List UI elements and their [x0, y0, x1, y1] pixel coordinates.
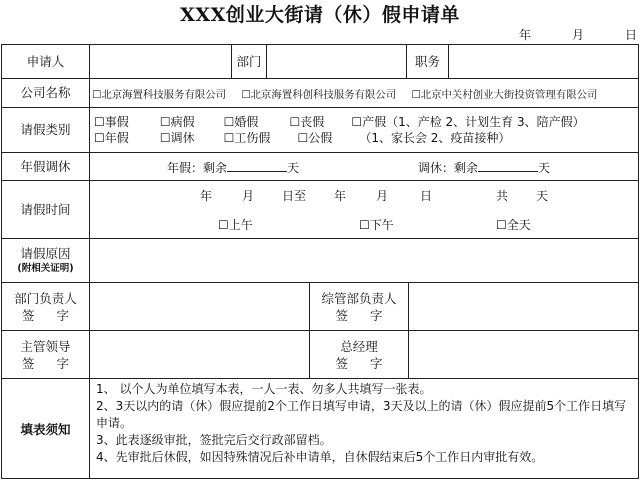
applicant-field[interactable]	[90, 45, 232, 79]
gm-title: 总经理	[340, 338, 378, 354]
annual-remaining	[167, 159, 299, 176]
comp-remaining-unit: 天	[538, 161, 551, 175]
dept-head-row	[2, 283, 639, 331]
gm-signature[interactable]	[409, 331, 639, 379]
dept-head-sign-char: 签	[21, 307, 35, 323]
note-item-3: 3、此表逐级审批，签批完后交行政部留档。	[96, 433, 332, 447]
date-month-label: 月	[572, 28, 585, 42]
admin-head-title: 综管部负责人	[321, 290, 397, 306]
note-item-2: 2、3天以内的请（休）假应提前2个工作日填写申请，3天及以上的请（休）假应提前5个工作日填写申请。	[96, 399, 627, 430]
leave-option-annual[interactable]: ☐年假	[94, 131, 129, 145]
leave-time-row	[2, 181, 639, 239]
leave-option-maternity[interactable]: ☐产假（1、产检 2、计划生育 3、陪产假）	[351, 115, 585, 129]
leave-time-label: 请假时间	[2, 181, 90, 239]
dept-head-signature[interactable]	[90, 283, 310, 331]
annual-remaining-unit: 天	[287, 161, 300, 175]
leave-reason-row	[2, 239, 639, 283]
leave-reason-label-cell	[2, 239, 90, 283]
comp-remaining-blank[interactable]	[478, 159, 538, 172]
time-end-year: 年	[334, 189, 347, 203]
department-label: 部门	[232, 45, 267, 79]
leave-option-injury[interactable]: ☐工伤假	[223, 131, 271, 145]
admin-head-label	[310, 283, 409, 331]
leave-type-row	[2, 108, 639, 153]
time-start-month: 月	[242, 189, 255, 203]
leave-option-comp[interactable]: ☐调休	[159, 131, 195, 145]
admin-head-signature[interactable]	[409, 283, 639, 331]
time-total-label: 共	[496, 189, 509, 203]
supervisor-title: 主管领导	[20, 338, 71, 354]
note-item-1: 1、 以个人为单位填写本表，一人一表、勿多人共填写一张表。	[96, 382, 432, 396]
leave-option-public[interactable]: ☐公假	[297, 131, 333, 145]
notes-content	[90, 379, 639, 479]
notes-row	[2, 379, 639, 479]
comp-remaining	[418, 159, 550, 176]
company-row	[2, 79, 639, 108]
applicant-label: 申请人	[2, 45, 90, 79]
supervisor-row	[2, 331, 639, 379]
gm-label	[310, 331, 409, 379]
leave-application-form	[1, 44, 639, 479]
admin-head-sign-char: 签	[335, 307, 348, 323]
leave-reason-label: 请假原因	[20, 246, 71, 261]
time-option-am[interactable]: ☐上午	[218, 218, 253, 232]
time-end-month: 月	[376, 189, 389, 203]
supervisor-label	[2, 331, 90, 379]
time-option-full[interactable]: ☐全天	[496, 218, 531, 232]
leave-reason-field[interactable]	[90, 239, 639, 283]
gm-sign-char2: 字	[370, 355, 383, 371]
leave-option-personal[interactable]: ☐事假	[94, 115, 129, 129]
leave-reason-note: (附相关证明)	[17, 263, 74, 274]
comp-remaining-label: 调休：剩余	[418, 161, 479, 175]
annual-remaining-label: 年假：剩余	[167, 161, 228, 175]
company-options	[90, 79, 639, 108]
leave-option-marriage[interactable]: ☐婚假	[223, 115, 259, 129]
department-field[interactable]	[267, 45, 407, 79]
date-line	[0, 26, 640, 44]
annual-holiday-label: 年假调休	[2, 153, 90, 181]
time-start-year: 年	[200, 189, 213, 203]
position-field[interactable]	[449, 45, 639, 79]
time-end-day: 日	[420, 189, 433, 203]
leave-option-bereavement[interactable]: ☐丧假	[289, 115, 325, 129]
form-title: XXX创业大街请（休）假申请单	[180, 4, 460, 26]
time-option-pm[interactable]: ☐下午	[359, 218, 394, 232]
supervisor-sign-char2: 字	[56, 355, 70, 371]
annual-holiday-values	[90, 153, 639, 181]
note-item-4: 4、先审批后休假，如因特殊情况后补申请单，自休假结束后5个工作日内审批有效。	[96, 450, 544, 464]
applicant-row	[2, 45, 639, 79]
annual-remaining-blank[interactable]	[227, 159, 287, 172]
company-option-zgc-investment[interactable]: ☐北京中关村创业大街投资管理有限公司	[411, 88, 598, 101]
supervisor-signature[interactable]	[90, 331, 310, 379]
time-total-unit: 天	[536, 189, 549, 203]
notes-label: 填表须知	[2, 379, 90, 479]
leave-type-options	[90, 108, 639, 153]
leave-option-sick[interactable]: ☐病假	[159, 115, 195, 129]
company-option-haizhi-kechuang[interactable]: ☐北京海置科创科技服务有限公司	[241, 88, 397, 101]
company-option-haizhi-tech[interactable]: ☐北京海置科技服务有限公司	[92, 88, 227, 101]
admin-head-sign-char2: 字	[370, 307, 383, 323]
leave-option-public-detail: （1、家长会 2、疫苗接种）	[359, 131, 511, 145]
dept-head-title: 部门负责人	[14, 290, 77, 306]
company-label: 公司名称	[2, 79, 90, 108]
position-label: 职务	[407, 45, 449, 79]
annual-holiday-row	[2, 153, 639, 181]
date-year-label: 年	[519, 28, 532, 42]
time-start-day-to: 日至	[282, 189, 307, 203]
dept-head-label	[2, 283, 90, 331]
leave-type-label: 请假类别	[2, 108, 90, 153]
date-day-label: 日	[625, 28, 638, 42]
leave-time-values	[90, 181, 639, 239]
dept-head-sign-char2: 字	[56, 307, 70, 323]
supervisor-sign-char: 签	[21, 355, 35, 371]
gm-sign-char: 签	[335, 355, 348, 371]
